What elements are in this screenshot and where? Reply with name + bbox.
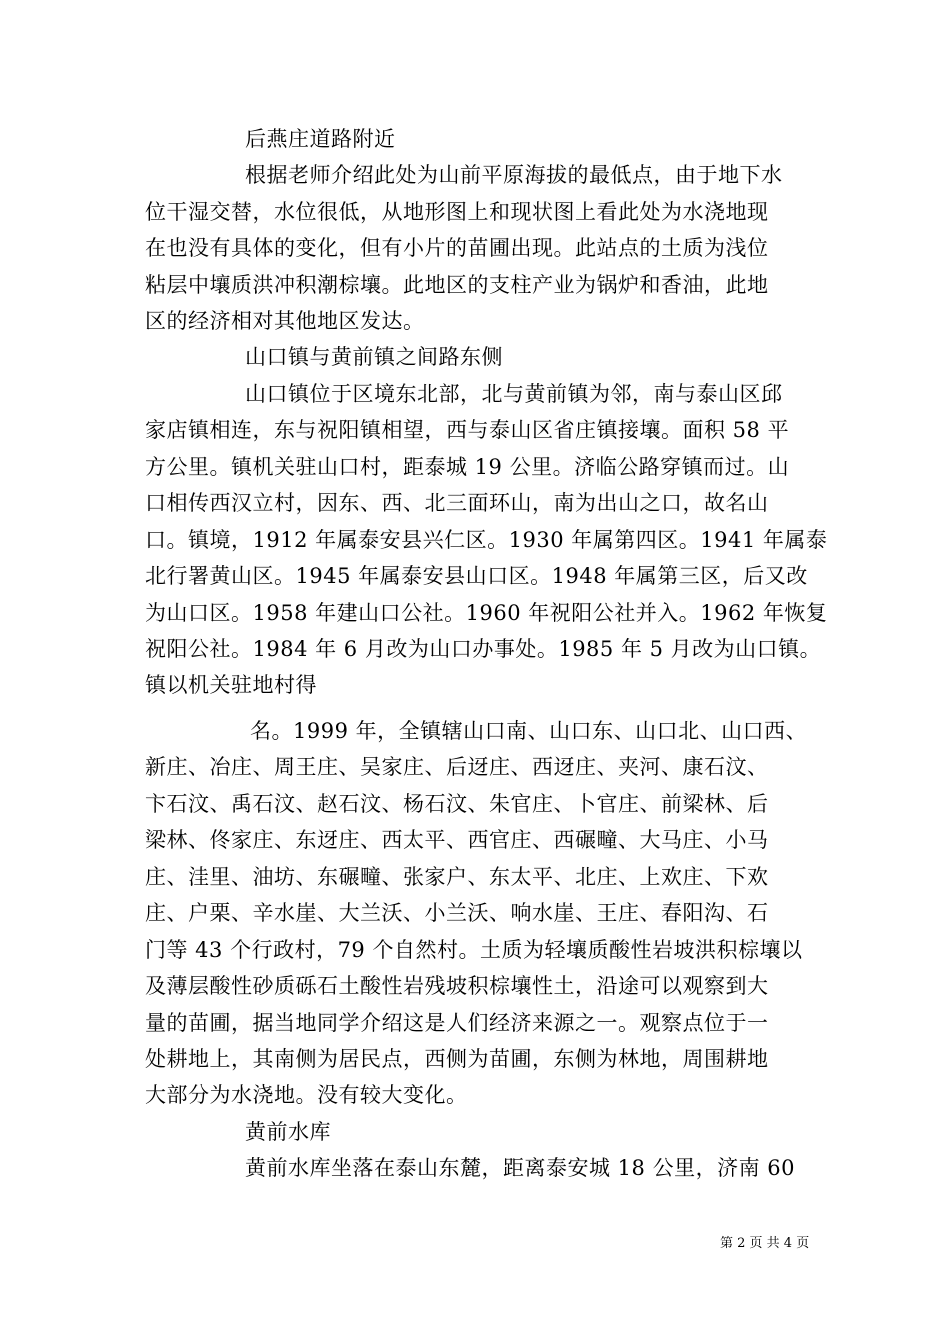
section-heading: 山口镇与黄前镇之间路东侧: [245, 345, 503, 369]
paragraph-line: 大部分为水浇地。没有较大变化。: [145, 1083, 468, 1107]
paragraph-line: 新庄、冶庄、周王庄、吴家庄、后迓庄、西迓庄、夹河、康石汶、: [145, 755, 769, 779]
page-number: 第 2 页 共 4 页: [720, 1236, 810, 1251]
paragraph-line: 根据老师介绍此处为山前平原海拔的最低点，由于地下水: [245, 163, 783, 187]
paragraph-line: 处耕地上，其南侧为居民点，西侧为苗圃，东侧为林地，周围耕地: [145, 1047, 769, 1071]
paragraph-line: 庄、洼里、油坊、东碾疃、张家户、东太平、北庄、上欢庄、下欢: [145, 865, 769, 889]
paragraph-line: 量的苗圃，据当地同学介绍这是人们经济来源之一。观察点位于一: [145, 1011, 769, 1035]
paragraph-line: 及薄层酸性砂质砾石土酸性岩残坡积棕壤性土，沿途可以观察到大: [145, 974, 769, 998]
paragraph-line: 山口镇位于区境东北部，北与黄前镇为邻，南与泰山区邱: [245, 382, 783, 406]
paragraph-line: 祝阳公社。1984 年 6 月改为山口办事处。1985 年 5 月改为山口镇。: [145, 637, 822, 661]
paragraph-line: 区的经济相对其他地区发达。: [145, 309, 425, 333]
paragraph-line: 梁林、佟家庄、东迓庄、西太平、西官庄、西碾疃、大马庄、小马: [145, 828, 769, 852]
section-heading: 后燕庄道路附近: [245, 127, 396, 151]
paragraph-line: 方公里。镇机关驻山口村，距泰城 19 公里。济临公路穿镇而过。山: [145, 455, 790, 479]
paragraph-line: 门等 43 个行政村，79 个自然村。土质为轻壤质酸性岩坡洪积棕壤以: [145, 938, 803, 962]
paragraph-line: 镇以机关驻地村得: [145, 673, 317, 697]
paragraph-line: 庄、户栗、辛水崖、大兰沃、小兰沃、响水崖、王庄、春阳沟、石: [145, 901, 769, 925]
paragraph-line: 为山口区。1958 年建山口公社。1960 年祝阳公社并入。1962 年恢复: [145, 601, 828, 625]
paragraph-line: 卞石汶、禹石汶、赵石汶、杨石汶、朱官庄、卜官庄、前梁林、后: [145, 792, 769, 816]
paragraph-line: 口。镇境，1912 年属泰安县兴仁区。1930 年属第四区。1941 年属泰: [145, 528, 828, 552]
paragraph-line: 名。1999 年，全镇辖山口南、山口东、山口北、山口西、: [250, 719, 808, 743]
paragraph-line: 黄前水库坐落在泰山东麓，距离泰安城 18 公里，济南 60: [245, 1156, 795, 1180]
paragraph-line: 口相传西汉立村，因东、西、北三面环山，南为出山之口，故名山: [145, 491, 769, 515]
paragraph-line: 粘层中壤质洪冲积潮棕壤。此地区的支柱产业为锅炉和香油，此地: [145, 273, 769, 297]
paragraph-line: 在也没有具体的变化，但有小片的苗圃出现。此站点的土质为浅位: [145, 236, 769, 260]
section-heading: 黄前水库: [245, 1120, 331, 1144]
paragraph-line: 北行署黄山区。1945 年属泰安县山口区。1948 年属第三区，后又改: [145, 564, 808, 588]
paragraph-line: 家店镇相连，东与祝阳镇相望，西与泰山区省庄镇接壤。面积 58 平: [145, 418, 790, 442]
paragraph-line: 位干湿交替，水位很低，从地形图上和现状图上看此处为水浇地现: [145, 200, 769, 224]
